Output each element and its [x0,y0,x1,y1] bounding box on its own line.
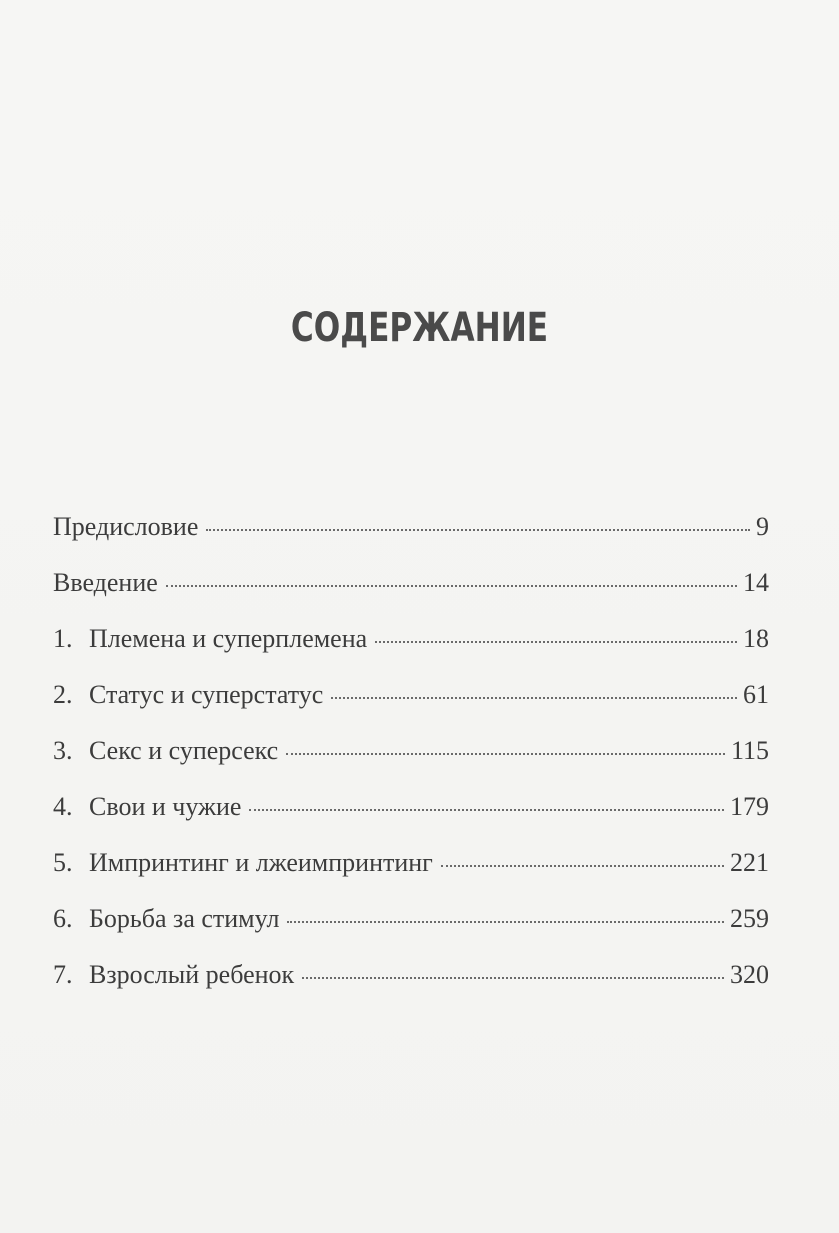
toc-entry-title: Борьба за стимул [89,904,280,933]
toc-entry-page: 259 [730,904,769,933]
toc-entry-title: Импринтинг и лжеимпринтинг [89,848,433,877]
dot-leader [375,641,737,643]
dot-leader [302,977,724,979]
toc-entry-introduction [53,568,769,624]
toc-entry-number: 1. [53,624,73,653]
toc-entry-number: 5. [53,848,73,877]
toc-entry-title: Предисловие [53,512,199,541]
dot-leader [249,809,724,811]
dot-leader [166,585,737,587]
toc-entry-chapter-3 [53,736,769,792]
toc-entry-title: Введение [53,568,158,597]
toc-entry-number: 6. [53,904,73,933]
toc-entry-page: 115 [730,736,769,765]
dot-leader [331,697,737,699]
toc-entry-page: 320 [730,960,769,989]
toc-entry-chapter-7 [53,960,769,1016]
toc-entry-title: Статус и суперстатус [89,680,324,709]
toc-entry-page: 14 [743,568,769,597]
toc-entry-page: 179 [730,792,769,821]
toc-entry-number: 7. [53,960,73,989]
toc-entry-chapter-5 [53,848,769,904]
dot-leader [441,865,724,867]
toc-entry-page: 18 [743,624,769,653]
toc-entry-chapter-2 [53,680,769,736]
dot-leader [206,529,750,531]
toc-entry-page: 61 [743,680,769,709]
toc-entry-title: Свои и чужие [89,792,242,821]
dot-leader [286,753,725,755]
toc-entry-number: 3. [53,736,73,765]
toc-entry-page: 221 [730,848,769,877]
dot-leader [287,921,724,923]
toc-entry-title: Взрослый ребенок [89,960,295,989]
toc-entry-number: 4. [53,792,73,821]
toc-entry-title: Секс и суперсекс [89,736,279,765]
toc-entry-number: 2. [53,680,73,709]
table-of-contents [53,512,769,1016]
toc-entry-chapter-6 [53,904,769,960]
toc-entry-title: Племена и суперплемена [89,624,368,653]
toc-entry-preface [53,512,769,568]
toc-entry-chapter-4 [53,792,769,848]
toc-entry-page: 9 [756,512,769,541]
page-title: СОДЕРЖАНИЕ [290,305,549,351]
toc-entry-chapter-1 [53,624,769,680]
